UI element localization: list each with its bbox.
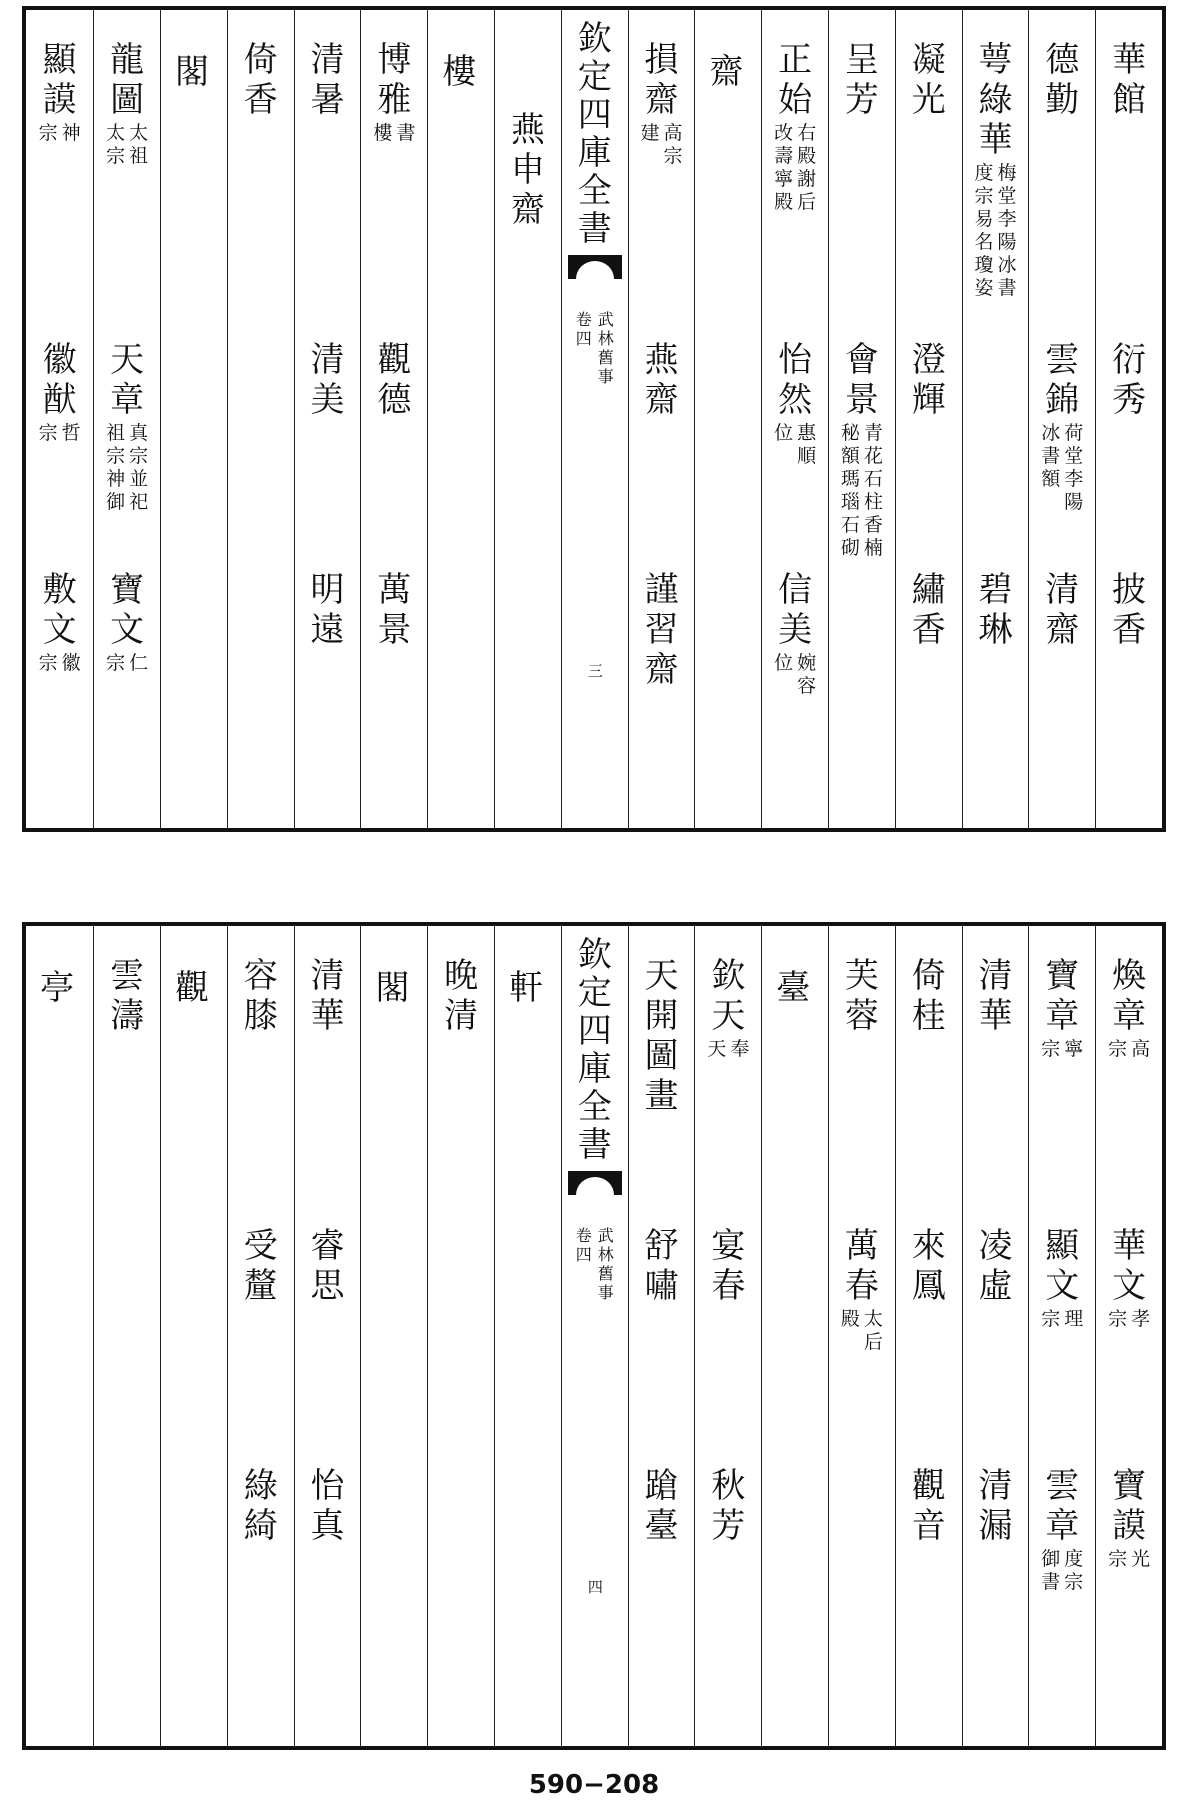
hall-name: 博 雅: [377, 40, 412, 120]
hall-name: 呈 芳: [844, 40, 879, 120]
annotation: 高 宗: [1108, 1038, 1151, 1060]
book-info: 武 林 舊 事 卷 四: [575, 1226, 614, 1302]
hall-name-entry: [1029, 340, 1095, 514]
hall-name: 寶 章: [1045, 956, 1080, 1036]
hall-name-entry: [829, 956, 895, 1036]
hall-name-entry: [829, 1226, 895, 1354]
hall-name-entry: [361, 40, 427, 145]
hall-name: 煥 章: [1112, 956, 1147, 1036]
hall-name-entry: [228, 1226, 294, 1306]
hall-name-entry: [629, 1226, 695, 1306]
hall-name-entry: [896, 1226, 962, 1306]
hall-name: 萼 綠 華: [978, 40, 1013, 160]
hall-name-entry: [361, 340, 427, 420]
annotation: 度 宗 御 書: [1041, 1548, 1084, 1593]
hall-name: 寶 文: [110, 570, 145, 650]
hall-name: 怡 然: [778, 340, 813, 420]
center-column: [561, 10, 628, 828]
hall-name-entry: [495, 110, 561, 230]
hall-name: 華 館: [1112, 40, 1147, 120]
annotation: 仁 宗: [106, 652, 149, 674]
text-column: [227, 10, 294, 828]
text-column: [1028, 10, 1095, 828]
hall-name-entry: [695, 956, 761, 1061]
annotation: 徽 宗: [38, 652, 81, 674]
hall-name: 損 齋: [644, 40, 679, 120]
hall-name: 睿 思: [310, 1226, 345, 1306]
hall-name-entry: [963, 40, 1029, 300]
hall-name-entry: [428, 956, 494, 1036]
hall-name: 明 遠: [310, 570, 345, 650]
hall-name-entry: [629, 340, 695, 420]
hall-name: 徽 猷: [42, 340, 77, 420]
hall-name: 披 香: [1112, 570, 1147, 650]
hall-name: 燕 申 齋: [510, 110, 545, 230]
bottom-page-frame: [22, 922, 1166, 1750]
text-column: [1095, 926, 1162, 1746]
text-column: [26, 926, 93, 1746]
hall-name: 碧 琳: [978, 570, 1013, 650]
hall-name: 芙 蓉: [844, 956, 879, 1036]
category-heading: 臺: [776, 968, 811, 1008]
hall-name: 凝 光: [911, 40, 946, 120]
hall-name: 衍 秀: [1112, 340, 1147, 420]
hall-name-entry: [1096, 956, 1162, 1061]
hall-name-entry: [963, 956, 1029, 1036]
text-column: [828, 926, 895, 1746]
hall-name-entry: [1029, 956, 1095, 1061]
hall-name-entry: [1096, 570, 1162, 650]
text-column: [1095, 10, 1162, 828]
hall-name: 晚 清: [444, 956, 479, 1036]
hall-name: 來 鳳: [911, 1226, 946, 1306]
hall-name: 燕 齋: [644, 340, 679, 420]
hall-name-entry: [829, 340, 895, 560]
book-title: 欽 定 四 庫 全 書: [577, 19, 612, 249]
hall-name: 澄 輝: [911, 340, 946, 420]
hall-name: 雲 濤: [110, 956, 145, 1036]
category-heading: 閣: [375, 968, 410, 1008]
hall-name-entry: [1096, 340, 1162, 420]
hall-name: 蹌 臺: [644, 1466, 679, 1546]
hall-name-entry: [1096, 40, 1162, 120]
category-heading: 閣: [175, 52, 210, 92]
hall-name: 觀 音: [911, 1466, 946, 1546]
hall-name-entry: [629, 40, 695, 168]
hall-name: 龍 圖: [110, 40, 145, 120]
text-column: [360, 926, 427, 1746]
hall-name: 會 景: [844, 340, 879, 420]
annotation: 右 殿 謝 后 改 壽 寧 殿: [774, 122, 817, 213]
hall-name-entry: [762, 40, 828, 214]
text-column: [227, 926, 294, 1746]
text-column: [294, 926, 361, 1746]
text-column: [628, 926, 695, 1746]
hall-name-entry: [1029, 570, 1095, 650]
text-column: [895, 926, 962, 1746]
annotation: 理 宗: [1041, 1308, 1084, 1330]
hall-name-entry: [295, 1466, 361, 1546]
hall-name-entry: [896, 956, 962, 1036]
fishtail-mark: [568, 1171, 622, 1195]
hall-name: 倚 香: [243, 40, 278, 120]
book-title: 欽 定 四 庫 全 書: [577, 935, 612, 1165]
hall-name: 德 勤: [1045, 40, 1080, 120]
hall-name-entry: [1029, 1226, 1095, 1331]
category-heading: 樓: [442, 52, 477, 92]
text-column: [694, 926, 761, 1746]
hall-name-entry: [695, 1226, 761, 1306]
hall-name-entry: [295, 1226, 361, 1306]
text-column: [962, 926, 1029, 1746]
hall-name: 受 釐: [243, 1226, 278, 1306]
category-heading: 亭: [40, 968, 74, 1008]
hall-name: 天 章: [110, 340, 145, 420]
hall-name: 怡 真: [310, 1466, 345, 1546]
hall-name-entry: [228, 1466, 294, 1546]
hall-name: 清 華: [978, 956, 1013, 1036]
hall-name-entry: [94, 956, 160, 1036]
annotation: 高 宗 建: [640, 122, 683, 167]
hall-name: 天 開 圖 畫: [644, 956, 679, 1116]
annotation: 青 花 石 柱 香 楠 秘 額 瑪 瑙 石 砌: [840, 422, 883, 559]
center-column: [561, 926, 628, 1746]
hall-name-entry: [295, 340, 361, 420]
hall-name: 敷 文: [42, 570, 77, 650]
text-column: [26, 10, 93, 828]
hall-name-entry: [695, 1466, 761, 1546]
hall-name: 舒 嘯: [644, 1226, 679, 1306]
annotation: 惠 順 位: [774, 422, 817, 467]
annotation: 神 宗: [38, 122, 81, 144]
annotation: 光 宗: [1108, 1548, 1151, 1570]
hall-name: 顯 文: [1045, 1226, 1080, 1306]
text-column: [160, 926, 227, 1746]
hall-name-entry: [1096, 1466, 1162, 1571]
hall-name: 華 文: [1112, 1226, 1147, 1306]
hall-name: 雲 章: [1045, 1466, 1080, 1546]
text-column: [93, 10, 160, 828]
hall-name-entry: [295, 570, 361, 650]
hall-name: 凌 虛: [978, 1226, 1013, 1306]
annotation: 太 后 殿: [840, 1308, 883, 1353]
hall-name-entry: [26, 40, 93, 145]
hall-name-entry: [629, 570, 695, 690]
text-column: [494, 926, 561, 1746]
hall-name-entry: [228, 40, 294, 120]
hall-name-entry: [629, 1466, 695, 1546]
hall-name: 謹 習 齋: [644, 570, 679, 690]
hall-name-entry: [295, 40, 361, 120]
hall-name-entry: [963, 1226, 1029, 1306]
text-column: [160, 10, 227, 828]
text-column: [694, 10, 761, 828]
fishtail-mark: [568, 255, 622, 279]
text-column: [1028, 926, 1095, 1746]
hall-name: 信 美: [778, 570, 813, 650]
text-column: [427, 926, 494, 1746]
text-column: [427, 10, 494, 828]
hall-name: 綠 綺: [243, 1466, 278, 1546]
hall-name: 清 暑: [310, 40, 345, 120]
hall-name: 清 齋: [1045, 570, 1080, 650]
annotation: 荷 堂 李 陽 冰 書 額: [1041, 422, 1084, 513]
annotation: 書 樓: [373, 122, 416, 144]
text-column: [761, 10, 828, 828]
hall-name: 倚 桂: [911, 956, 946, 1036]
hall-name-entry: [295, 956, 361, 1036]
hall-name-entry: [26, 340, 93, 445]
annotation: 太 祖 太 宗: [106, 122, 149, 167]
hall-name-entry: [228, 956, 294, 1036]
annotation: 哲 宗: [38, 422, 81, 444]
hall-name-entry: [762, 570, 828, 698]
hall-name: 寶 謨: [1112, 1466, 1147, 1546]
hall-name-entry: [963, 1466, 1029, 1546]
hall-name-entry: [896, 40, 962, 120]
hall-name: 觀 德: [377, 340, 412, 420]
hall-name-entry: [1029, 40, 1095, 120]
annotation: 寧 宗: [1041, 1038, 1084, 1060]
hall-name: 繡 香: [911, 570, 946, 650]
hall-name: 清 漏: [978, 1466, 1013, 1546]
hall-name-entry: [1096, 1226, 1162, 1331]
hall-name: 萬 春: [844, 1226, 879, 1306]
text-column: [628, 10, 695, 828]
annotation: 奉 天: [707, 1038, 750, 1060]
hall-name-entry: [361, 570, 427, 650]
hall-name: 清 華: [310, 956, 345, 1036]
text-column: [962, 10, 1029, 828]
book-info: 武 林 舊 事 卷 四: [575, 310, 614, 386]
hall-name-entry: [94, 340, 160, 514]
top-page-frame: [22, 6, 1166, 832]
hall-name-entry: [829, 40, 895, 120]
page-number: 四: [587, 1578, 603, 1596]
text-column: [895, 10, 962, 828]
hall-name: 正 始: [778, 40, 813, 120]
annotation: 梅 堂 李 陽 冰 書 度 宗 易 名 瓊 姿: [974, 162, 1017, 299]
hall-name: 雲 錦: [1045, 340, 1080, 420]
hall-name: 顯 謨: [42, 40, 77, 120]
hall-name: 容 膝: [243, 956, 278, 1036]
hall-name-entry: [629, 956, 695, 1116]
text-column: [761, 926, 828, 1746]
page-footer: 590−208: [528, 1770, 660, 1800]
hall-name: 宴 春: [711, 1226, 746, 1306]
annotation: 婉 容 位: [774, 652, 817, 697]
category-heading: 齋: [709, 52, 744, 92]
hall-name-entry: [896, 570, 962, 650]
text-column: [828, 10, 895, 828]
hall-name-entry: [896, 340, 962, 420]
text-column: [494, 10, 561, 828]
page-number: 三: [587, 662, 603, 680]
hall-name-entry: [94, 570, 160, 675]
category-heading: 觀: [175, 968, 210, 1008]
hall-name: 清 美: [310, 340, 345, 420]
annotation: 孝 宗: [1108, 1308, 1151, 1330]
hall-name-entry: [896, 1466, 962, 1546]
text-column: [93, 926, 160, 1746]
text-column: [360, 10, 427, 828]
hall-name: 欽 天: [711, 956, 746, 1036]
hall-name: 秋 芳: [711, 1466, 746, 1546]
hall-name: 萬 景: [377, 570, 412, 650]
category-heading: 軒: [509, 968, 544, 1008]
hall-name-entry: [26, 570, 93, 675]
hall-name-entry: [1029, 1466, 1095, 1594]
hall-name-entry: [94, 40, 160, 168]
annotation: 真 宗 並 祀 祖 宗 神 御: [106, 422, 149, 513]
hall-name-entry: [963, 570, 1029, 650]
text-column: [294, 10, 361, 828]
hall-name-entry: [762, 340, 828, 468]
